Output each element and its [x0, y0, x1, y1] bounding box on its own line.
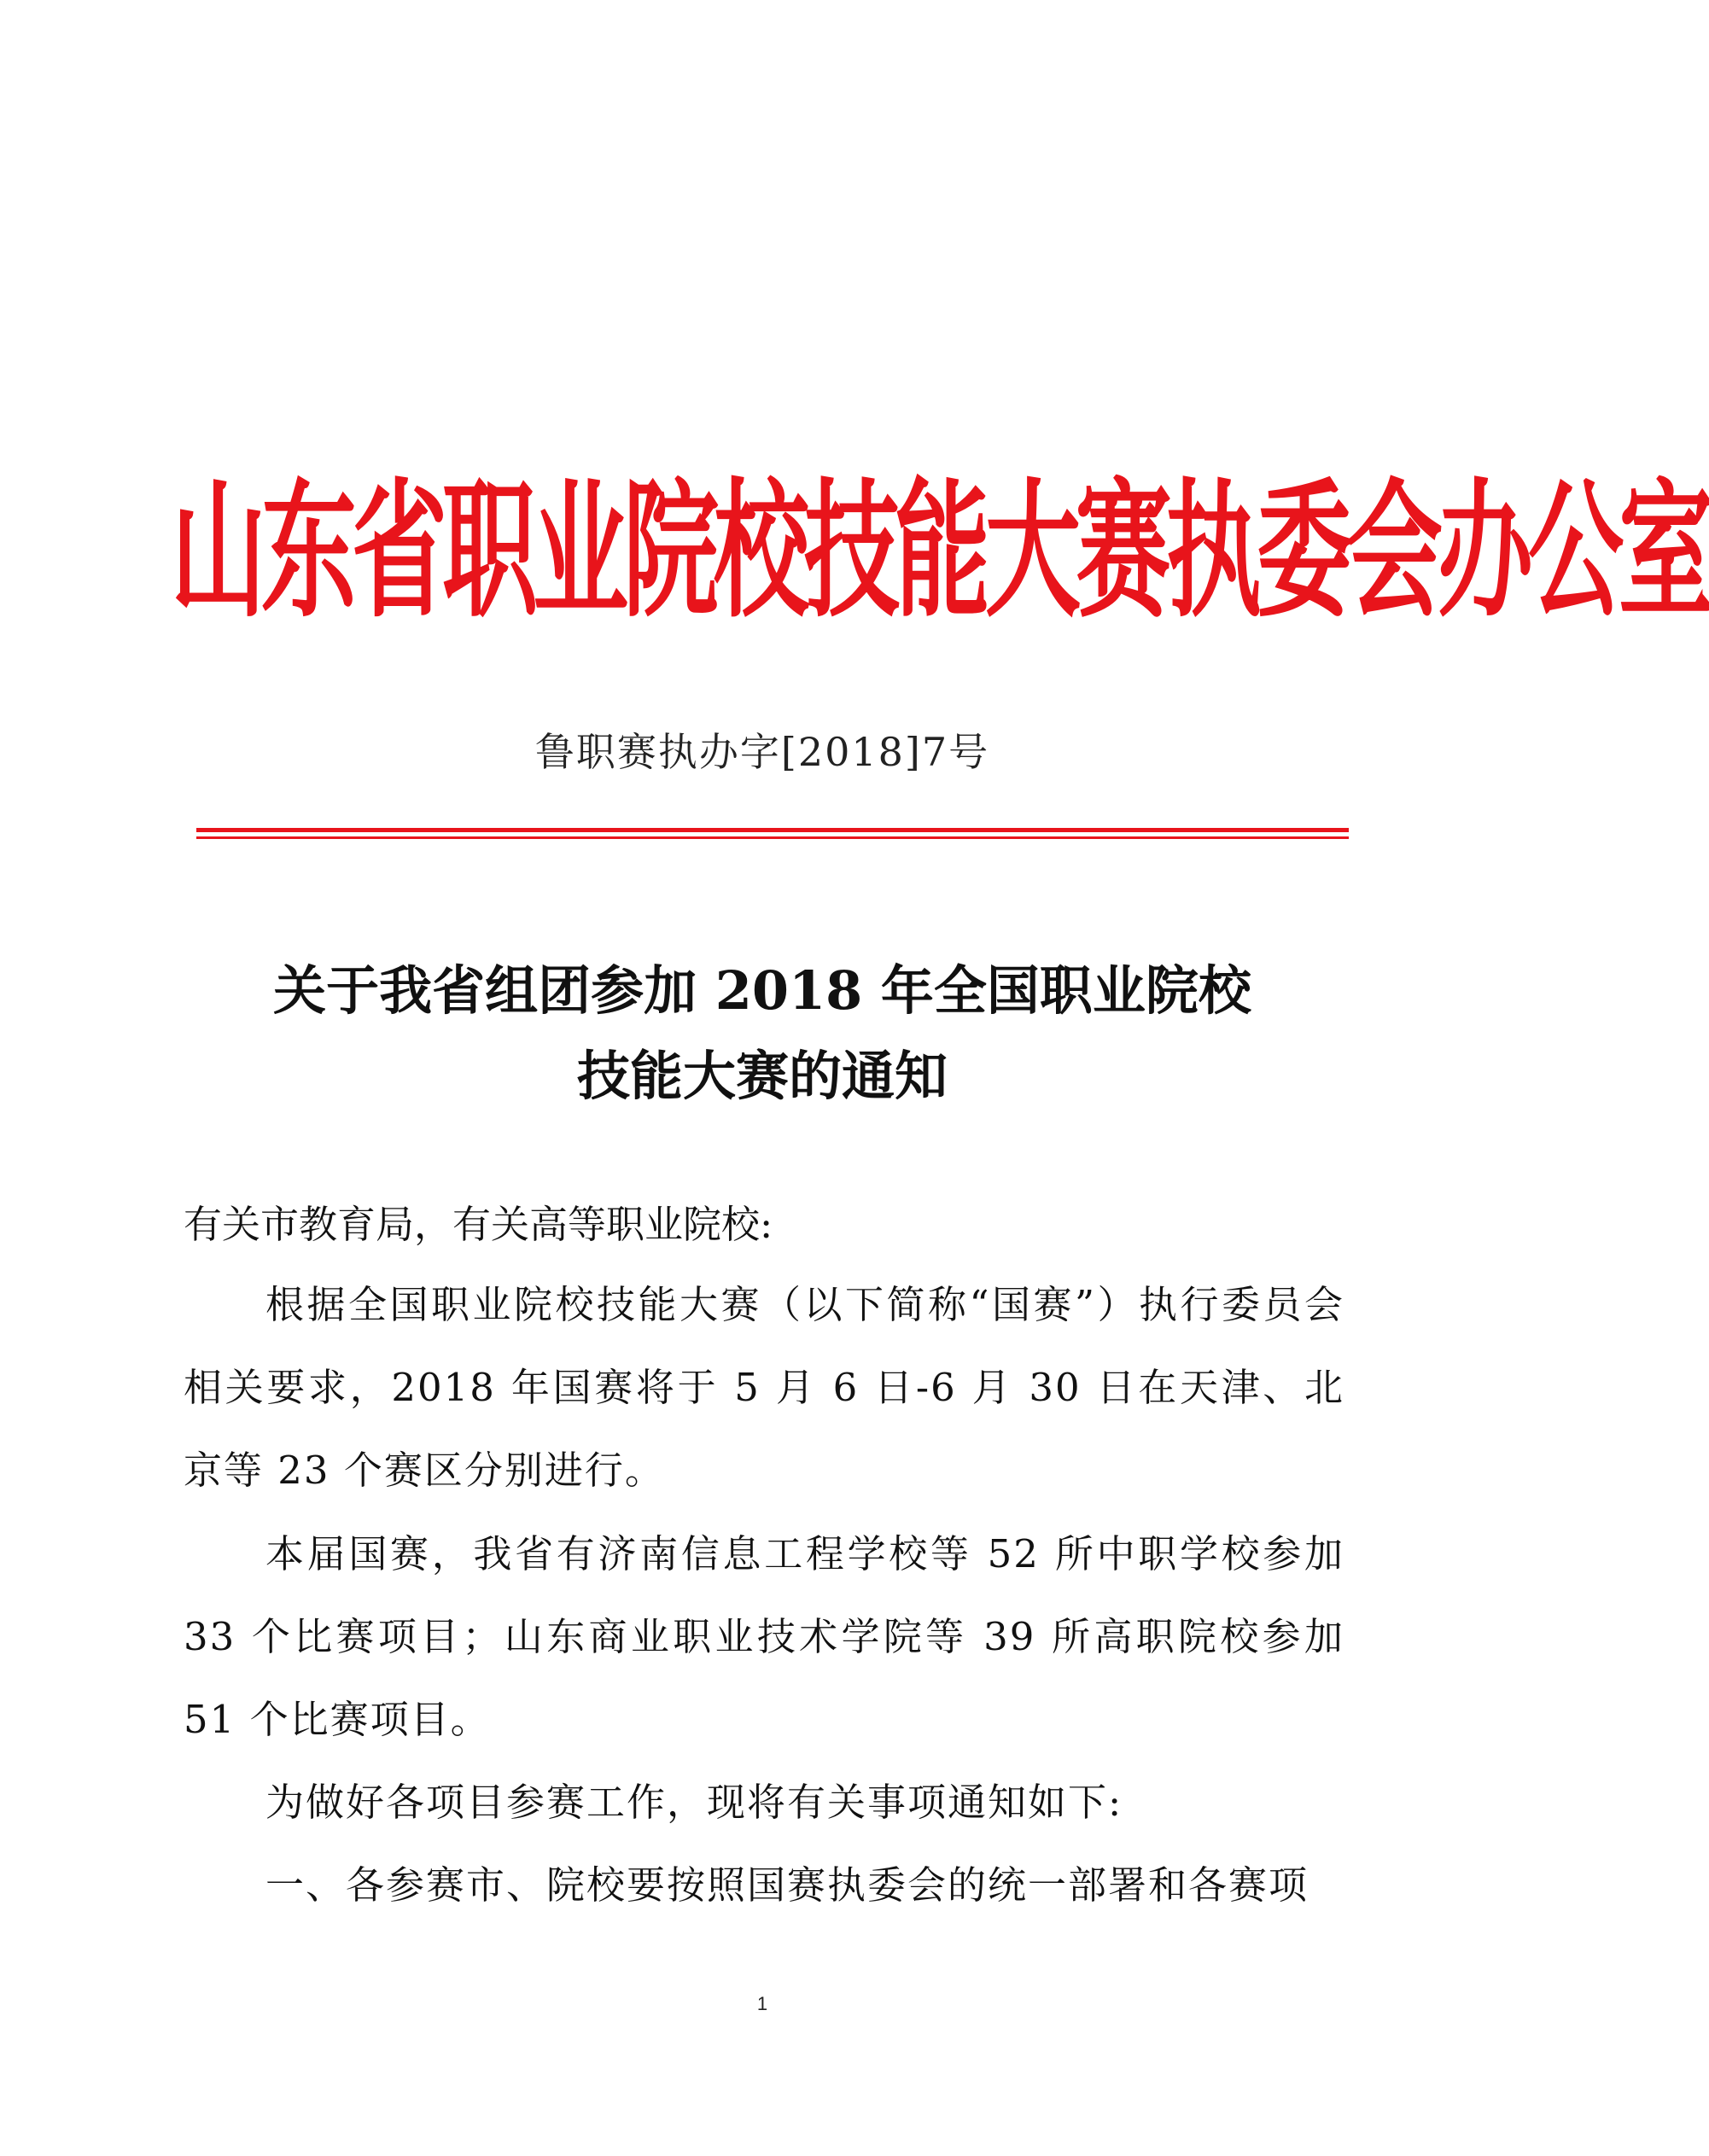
- body-paragraph: 根据全国职业院校技能大赛（以下简称“国赛”）执行委员会相关要求，2018 年国赛将于 5 月 6 日-6 月 30 日在天津、北京等 23 个赛区分别进行。: [184, 1282, 1344, 1493]
- document-number: 鲁职赛执办字[2018]7号: [534, 729, 990, 775]
- red-divider-line: [196, 828, 1349, 832]
- document-title-line-2: 技能大赛的通知: [576, 1045, 948, 1107]
- issuer-header: 山东省职业院校技能大赛执委会办公室: [171, 466, 1709, 638]
- body-paragraph: 一、各参赛市、院校要按照国赛执委会的统一部署和各赛项: [265, 1862, 1309, 1908]
- body-paragraph: 为做好各项目参赛工作，现将有关事项通知如下:: [265, 1780, 1123, 1825]
- body-paragraph: 本届国赛，我省有济南信息工程学校等 52 所中职学校参加 33 个比赛项目；山东商业职业技术学院等 39 所高职院校参加 51 个比赛项目。: [184, 1531, 1344, 1742]
- red-divider-line-thin: [196, 836, 1349, 839]
- document-title-line-1: 关于我省组团参加 2018 年全国职业院校: [273, 959, 1251, 1022]
- salutation: 有关市教育局，有关高等职业院校:: [184, 1202, 773, 1247]
- page-number: 1: [756, 1993, 768, 2014]
